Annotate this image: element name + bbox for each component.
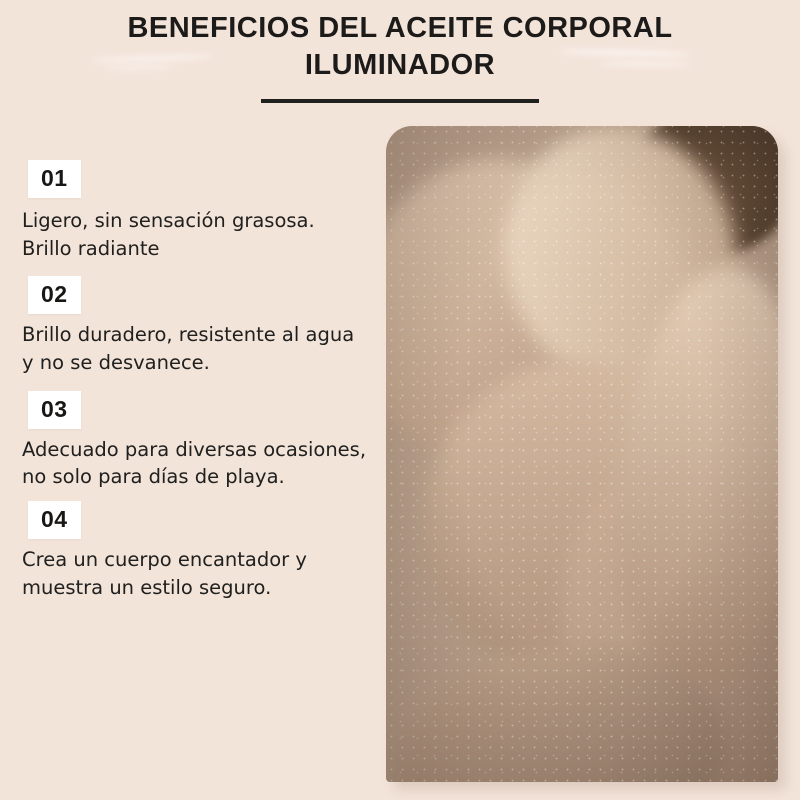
list-item — [22, 276, 382, 376]
benefit-number-badge: 02 — [28, 276, 81, 314]
benefit-text: Adecuado para diversas ocasiones, no solo para días de playa. — [22, 437, 367, 489]
benefit-text: Ligero, sin sensación grasosa. Brillo radiante — [22, 209, 315, 260]
title-block — [0, 10, 800, 103]
product-photo — [386, 126, 778, 782]
title-underline — [261, 99, 539, 103]
list-item — [22, 160, 382, 262]
photo-vignette — [386, 126, 778, 782]
benefit-number-badge: 01 — [28, 160, 81, 198]
benefits-list — [22, 160, 382, 612]
benefit-number-badge: 04 — [28, 501, 81, 539]
page-title: BENEFICIOS DEL ACEITE CORPORAL ILUMINADOR — [127, 12, 673, 82]
list-item — [22, 501, 382, 601]
benefit-number-badge: 03 — [28, 391, 81, 429]
list-item — [22, 391, 382, 491]
benefit-text: Brillo duradero, resistente al agua y no se desvanece. — [22, 323, 355, 375]
benefit-text: Crea un cuerpo encantador y muestra un estilo seguro. — [22, 548, 307, 599]
